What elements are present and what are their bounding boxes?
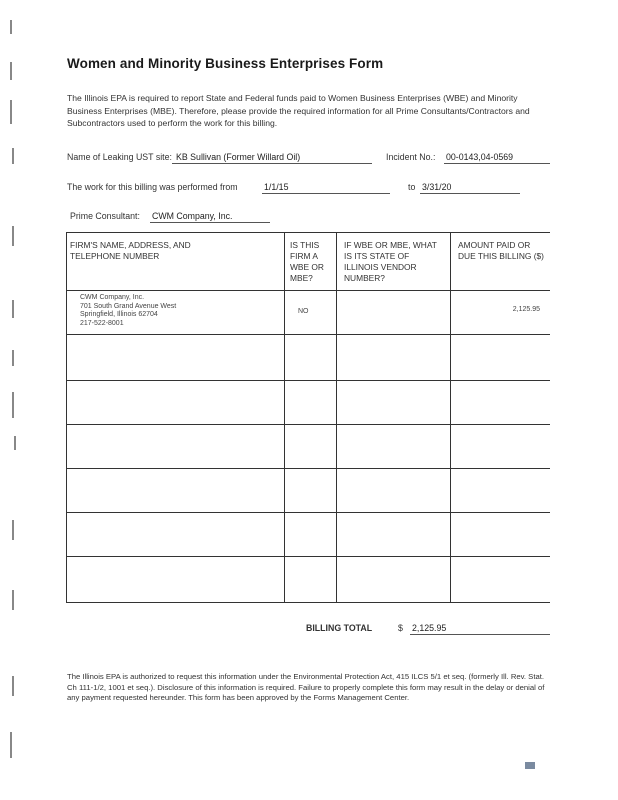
prime-consultant-value: CWM Company, Inc. — [152, 211, 233, 221]
period-to-field[interactable] — [420, 182, 520, 194]
scan-mark — [10, 732, 12, 758]
scan-mark — [10, 100, 12, 124]
scan-mark — [12, 590, 14, 610]
site-name-value: KB Sullivan (Former Willard Oil) — [176, 152, 301, 162]
form-intro: The Illinois EPA is required to report State and Federal funds paid to Women Business Enterprises (WBE) and Minority Business Enterprises (MBE). Therefore, please provide the required information for all Prime Consultants/Contractors and Subcontractors used to perform the work for this billing. — [67, 93, 530, 128]
scan-mark — [12, 676, 14, 696]
prime-label: Prime Consultant: — [70, 211, 140, 221]
table-border — [284, 232, 285, 602]
scan-mark — [12, 350, 14, 366]
header-vendor-number: IF WBE OR MBE, WHAT IS ITS STATE OF ILLINOIS VENDOR NUMBER? — [344, 240, 437, 283]
site-name-field[interactable] — [172, 152, 372, 164]
scan-mark — [12, 300, 14, 318]
site-label: Name of Leaking UST site: — [67, 152, 172, 162]
wbe-mbe-value: NO — [298, 308, 309, 315]
period-to-label: to — [408, 182, 416, 192]
table-border — [336, 232, 337, 602]
prime-consultant-field[interactable] — [150, 211, 270, 223]
table-row — [80, 294, 280, 328]
scan-mark — [14, 436, 16, 450]
table-border — [66, 290, 550, 291]
amount-value: 2,125.95 — [512, 306, 540, 313]
header-firm: FIRM'S NAME, ADDRESS, AND TELEPHONE NUMBER — [70, 240, 191, 261]
table-border — [66, 232, 550, 233]
incident-number-field[interactable] — [444, 152, 550, 164]
scan-mark — [10, 62, 12, 80]
incident-label: Incident No.: — [386, 152, 436, 162]
firm-name: CWM Company, Inc. — [80, 294, 145, 301]
form-title: Women and Minority Business Enterprises Form — [67, 56, 384, 71]
billing-total-value: 2,125.95 — [412, 623, 447, 633]
table-border — [66, 334, 550, 335]
scan-stamp-icon — [525, 762, 535, 769]
header-wbe-mbe: IS THIS FIRM A WBE OR MBE? — [290, 240, 324, 283]
firm-phone: 217-522-8001 — [80, 319, 124, 327]
table-border — [450, 232, 451, 602]
table-border — [66, 468, 550, 469]
scan-mark — [12, 226, 14, 246]
scan-mark — [10, 20, 12, 34]
table-border — [66, 380, 550, 381]
firm-address: 701 South Grand Avenue West — [80, 302, 177, 310]
period-to-value: 3/31/20 — [422, 182, 452, 192]
firm-city: Springfield, Illinois 62704 — [80, 311, 158, 318]
table-border — [66, 602, 550, 603]
table-border — [66, 424, 550, 425]
billing-total-field[interactable] — [410, 623, 550, 635]
table-border — [66, 556, 550, 557]
scan-mark — [12, 392, 14, 418]
incident-number-value: 00-0143,04-0569 — [446, 152, 514, 162]
billing-total-currency: $ — [398, 623, 403, 633]
period-from-field[interactable] — [262, 182, 390, 194]
scan-mark — [12, 520, 14, 540]
table-border — [66, 512, 550, 513]
table-border — [66, 232, 67, 602]
footer-disclosure: The Illinois EPA is authorized to request this information under the Environmental Protection Act, 415 ILCS 5/1 et seq. (formerly Ill. Rev. Stat. Ch 111-1/2, 1001 et seq.). Disclosure of this information is required. Failure to properly complete this form may result in the delay or denial of any payment requested hereunder. This form has been approved by the Forms Management Center. — [67, 672, 545, 702]
scan-mark — [12, 148, 14, 164]
billing-total-label: BILLING TOTAL — [306, 623, 373, 633]
period-label: The work for this billing was performed from — [67, 182, 238, 192]
period-from-value: 1/1/15 — [264, 182, 289, 192]
header-amount: AMOUNT PAID OR DUE THIS BILLING ($) — [458, 240, 544, 261]
